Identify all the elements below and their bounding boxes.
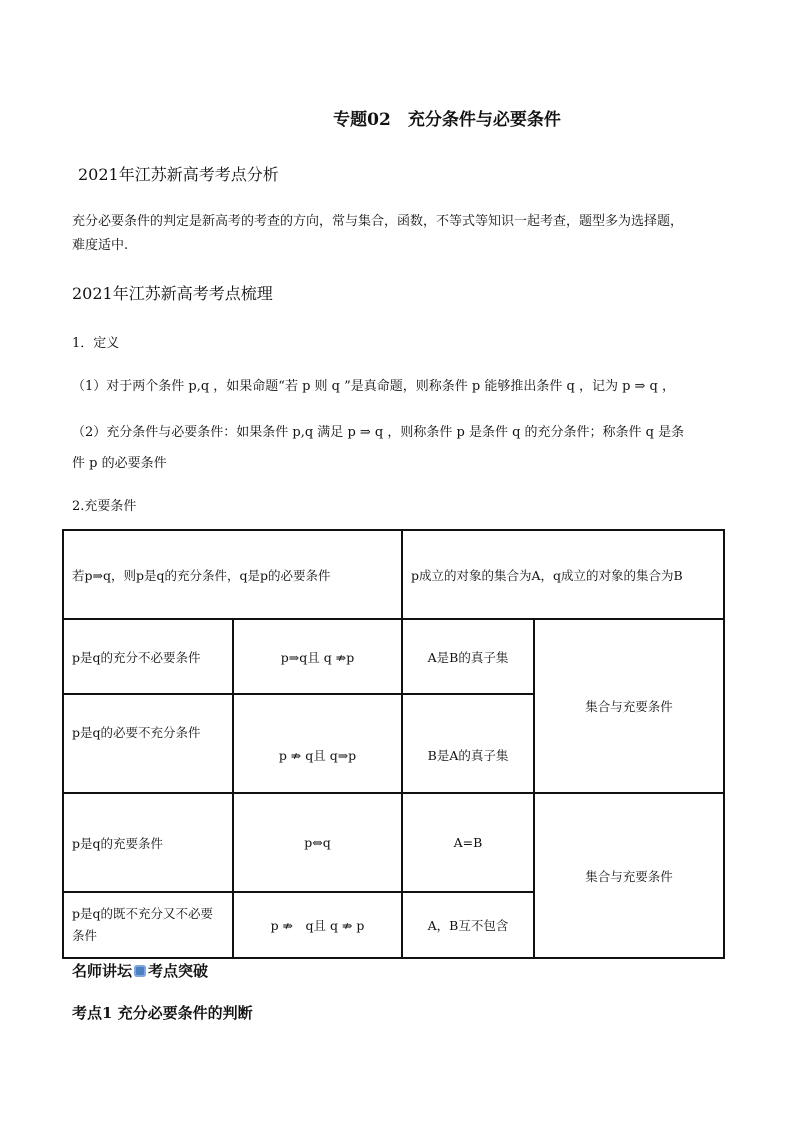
table-row (63, 619, 724, 694)
definition-heading: 1．定义 (72, 336, 120, 351)
analysis-text-line2: 难度适中. (72, 238, 129, 253)
heading-part-a: 名师讲坛 (72, 962, 133, 980)
table-cell: p是q的必要不充分条件 (63, 694, 233, 793)
section-heading-analysis: 2021年江苏新高考考点分析 (78, 165, 279, 184)
master-lecture-heading (72, 960, 208, 981)
condition-table (62, 529, 725, 959)
table-merged-cell: 集合与充要条件 (534, 793, 724, 958)
section-heading-review: 2021年江苏新高考考点梳理 (72, 284, 273, 303)
heading-part-b: 考点突破 (148, 962, 209, 980)
section-chongyao-heading: 2.充要条件 (72, 499, 137, 514)
table-cell: p是q的充要条件 (63, 793, 233, 892)
table-cell: p ⇏ q且 q⇒p (233, 694, 402, 793)
table-cell: B是A的真子集 (402, 694, 534, 793)
table-cell: A，B互不包含 (402, 892, 534, 958)
table-cell: A是B的真子集 (402, 619, 534, 694)
kaodian-1-heading: 考点1 充分必要条件的判断 (72, 1004, 253, 1022)
page-title: 专题02 充分条件与必要条件 (333, 110, 561, 130)
definition-item-1: （1）对于两个条件 p,q ，如果命题“若 p 则 q ”是真命题，则称条件 p 能够推出条件 q ，记为 p ⇒ q ， (72, 379, 676, 394)
table-cell: p ⇏ q且 q ⇏ p (233, 892, 402, 958)
table-cell: p⇔q (233, 793, 402, 892)
definition-item-2-line1: （2）充分条件与必要条件：如果条件 p,q 满足 p ⇒ q ，则称条件 p 是条件 q 的充分条件；称条件 q 是条 (72, 425, 685, 440)
puzzle-icon (134, 965, 146, 977)
table-merged-cell: 集合与充要条件 (534, 619, 724, 793)
table-header-right: p成立的对象的集合为A，q成立的对象的集合为B (402, 530, 724, 619)
definition-item-2-line2: 件 p 的必要条件 (72, 456, 167, 471)
table-cell: p是q的充分不必要条件 (63, 619, 233, 694)
table-cell: A=B (402, 793, 534, 892)
table-row (63, 793, 724, 892)
table-cell: p⇒q且 q ⇏p (233, 619, 402, 694)
table-cell: p是q的既不充分又不必要条件 (63, 892, 233, 958)
analysis-text-line1: 充分必要条件的判定是新高考的考查的方向，常与集合，函数，不等式等知识一起考查，题型多为选择题， (72, 214, 684, 229)
table-header-left: 若p⇒q，则p是q的充分条件，q是p的必要条件 (63, 530, 402, 619)
